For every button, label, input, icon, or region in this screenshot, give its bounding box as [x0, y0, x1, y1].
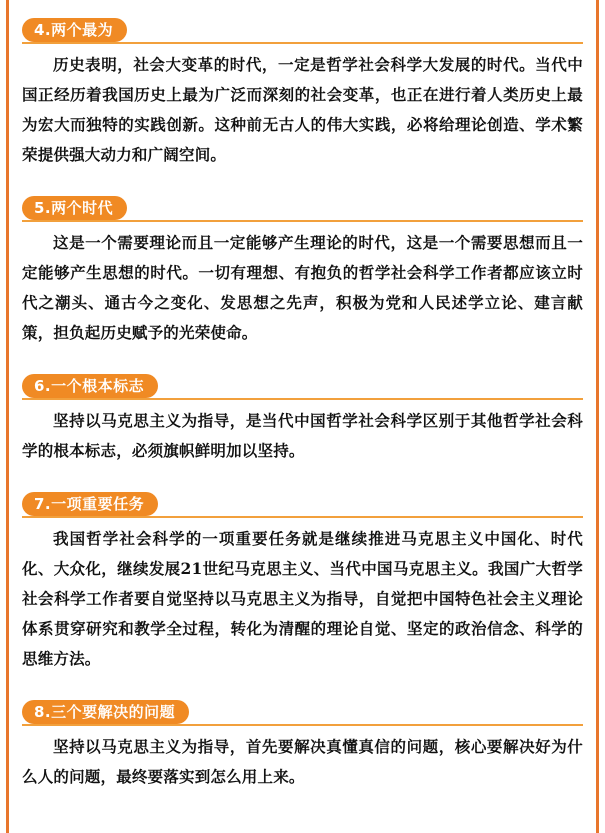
section-7-heading-wrap — [22, 492, 583, 520]
section-6-heading: 6.一个根本标志 — [22, 374, 158, 398]
section-5-body: 这是一个需要理论而且一定能够产生理论的时代，这是一个需要思想而且一定能够产生思想的时代。一切有理想、有抱负的哲学社会科学工作者都应该立时代之潮头、通古今之变化、发思想之先声，积极为党和人民述学立论、建言献策，担负起历史赋予的光荣使命。 — [22, 233, 583, 342]
section-6-body: 坚持以马克思主义为指导，是当代中国哲学社会科学区别于其他哲学社会科学的根本标志，必须旗帜鲜明加以坚持。 — [22, 411, 583, 460]
section-7-heading-underline — [22, 516, 583, 518]
section-8 — [22, 700, 583, 792]
section-4-body: 历史表明，社会大变革的时代，一定是哲学社会科学大发展的时代。当代中国正经历着我国历史上最为广泛而深刻的社会变革，也正在进行着人类历史上最为宏大而独特的实践创新。这种前无古人的伟大实践，必将给理论创造、学术繁荣提供强大动力和广阔空间。 — [22, 55, 583, 164]
section-8-heading: 8.三个要解决的问题 — [22, 700, 189, 724]
section-8-heading-underline — [22, 724, 583, 726]
section-4-heading-underline — [22, 42, 583, 44]
section-4-heading: 4.两个最为 — [22, 18, 127, 42]
section-7 — [22, 492, 583, 674]
section-7-heading: 7.一项重要任务 — [22, 492, 158, 516]
section-5-heading-underline — [22, 220, 583, 222]
right-border-rule — [596, 0, 599, 833]
section-6-heading-wrap — [22, 374, 583, 402]
section-8-body: 坚持以马克思主义为指导，首先要解决真懂真信的问题，核心要解决好为什么人的问题，最终要落实到怎么用上来。 — [22, 737, 583, 786]
section-4 — [22, 18, 583, 170]
section-5-heading: 5.两个时代 — [22, 196, 127, 220]
section-5-heading-wrap — [22, 196, 583, 224]
section-6 — [22, 374, 583, 466]
section-6-heading-underline — [22, 398, 583, 400]
section-4-heading-wrap — [22, 18, 583, 46]
document-content — [14, 0, 591, 792]
section-5 — [22, 196, 583, 348]
section-8-heading-wrap — [22, 700, 583, 728]
section-7-body: 我国哲学社会科学的一项重要任务就是继续推进马克思主义中国化、时代化、大众化，继续发展21世纪马克思主义、当代中国马克思主义。我国广大哲学社会科学工作者要自觉坚持以马克思主义为指导，自觉把中国特色社会主义理论体系贯穿研究和教学全过程，转化为清醒的理论自觉、坚定的政治信念、科学的思维方法。 — [22, 529, 583, 668]
left-border-rule — [6, 0, 9, 833]
